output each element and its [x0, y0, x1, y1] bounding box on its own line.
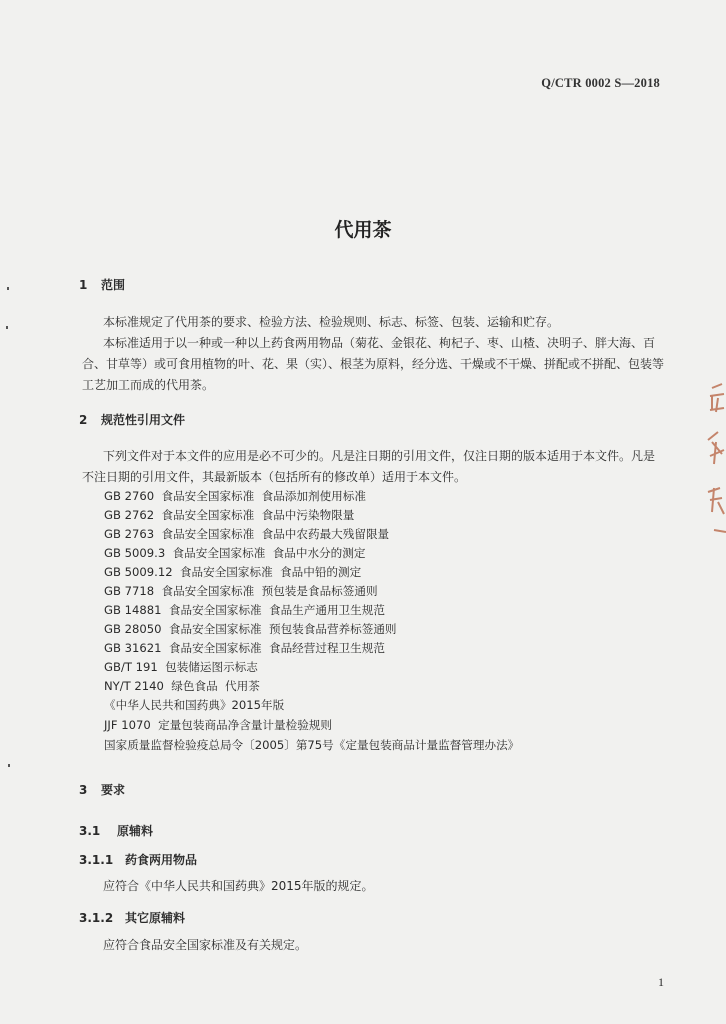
page-number: 1 [658, 975, 664, 989]
section-number: 3.1.1 [79, 853, 114, 867]
section-2-intro [82, 446, 664, 488]
section-3-1-1-heading [79, 851, 197, 868]
paragraph-text: 本标准规定了代用茶的要求、检验方法、检验规则、标志、标签、包装、运输和贮存。 [103, 315, 560, 329]
reference-item: GB 2762 食品安全国家标准 食品中污染物限量 [104, 508, 355, 522]
section-3-heading [79, 781, 125, 798]
paragraph-text: 应符合食品安全国家标准及有关规定。 [103, 938, 308, 952]
section-number: 3.1 [79, 824, 101, 838]
document-title: 代用茶 [334, 219, 392, 241]
section-number: 2 [79, 413, 88, 427]
reference-item: GB 7718 食品安全国家标准 预包装是食品标签通则 [104, 584, 378, 598]
reference-item: GB 14881 食品安全国家标准 食品生产通用卫生规范 [104, 603, 385, 617]
paragraph-text: 本标准适用于以一种或一种以上药食两用物品（菊花、金银花、枸杞子、枣、山楂、决明子、胖大海、百合、甘草等）或可食用植物的叶、花、果（实）、根茎为原料，经分选、干燥或不干燥、拼配或不拼配、包装等工艺加工而成的代用茶。 [82, 336, 665, 392]
section-2-heading [79, 411, 185, 428]
section-title: 药食两用物品 [125, 853, 198, 867]
paragraph-text: 下列文件对于本文件的应用是必不可少的。凡是注日期的引用文件，仅注日期的版本适用于本文件。凡是不注日期的引用文件，其最新版本（包括所有的修改单）适用于本文件。 [82, 449, 656, 484]
section-title: 其它原辅料 [125, 911, 186, 925]
section-title: 原辅料 [117, 824, 154, 838]
reference-item: GB 2760 食品安全国家标准 食品添加剂使用标准 [104, 489, 366, 503]
reference-item: GB 2763 食品安全国家标准 食品中农药最大残留限量 [104, 527, 390, 541]
section-1-paragraph-2 [82, 333, 664, 396]
reference-item: NY/T 2140 绿色食品 代用茶 [104, 679, 260, 693]
standard-code: Q/CTR 0002 S—2018 [541, 76, 660, 90]
red-seal-fragment [698, 380, 726, 540]
reference-item: GB 5009.12 食品安全国家标准 食品中铅的测定 [104, 565, 362, 579]
reference-item: GB/T 191 包装储运图示标志 [104, 660, 258, 674]
section-3-1-1-text [82, 876, 664, 897]
scan-speck [8, 764, 10, 767]
section-3-1-heading [79, 822, 153, 839]
section-number: 3 [79, 783, 88, 797]
paragraph-text: 应符合《中华人民共和国药典》2015年版的规定。 [103, 879, 374, 893]
reference-item: 国家质量监督检验疫总局令〔2005〕第75号《定量包装商品计量监督管理办法》 [104, 738, 520, 752]
section-number: 1 [79, 278, 88, 292]
section-3-1-2-text [82, 935, 664, 956]
section-1-heading [79, 276, 125, 293]
scan-speck [7, 287, 9, 290]
section-title: 要求 [101, 783, 126, 797]
reference-item: 《中华人民共和国药典》2015年版 [104, 698, 285, 712]
section-title: 范围 [101, 278, 126, 292]
section-3-1-2-heading [79, 909, 185, 926]
section-title: 规范性引用文件 [101, 413, 186, 427]
reference-item: JJF 1070 定量包装商品净含量计量检验规则 [104, 718, 332, 732]
section-number: 3.1.2 [79, 911, 114, 925]
reference-item: GB 31621 食品安全国家标准 食品经营过程卫生规范 [104, 641, 385, 655]
reference-item: GB 5009.3 食品安全国家标准 食品中水分的测定 [104, 546, 366, 560]
reference-item: GB 28050 食品安全国家标准 预包装食品营养标签通则 [104, 622, 397, 636]
scan-speck [6, 326, 8, 329]
section-1-paragraph-1 [82, 312, 664, 333]
